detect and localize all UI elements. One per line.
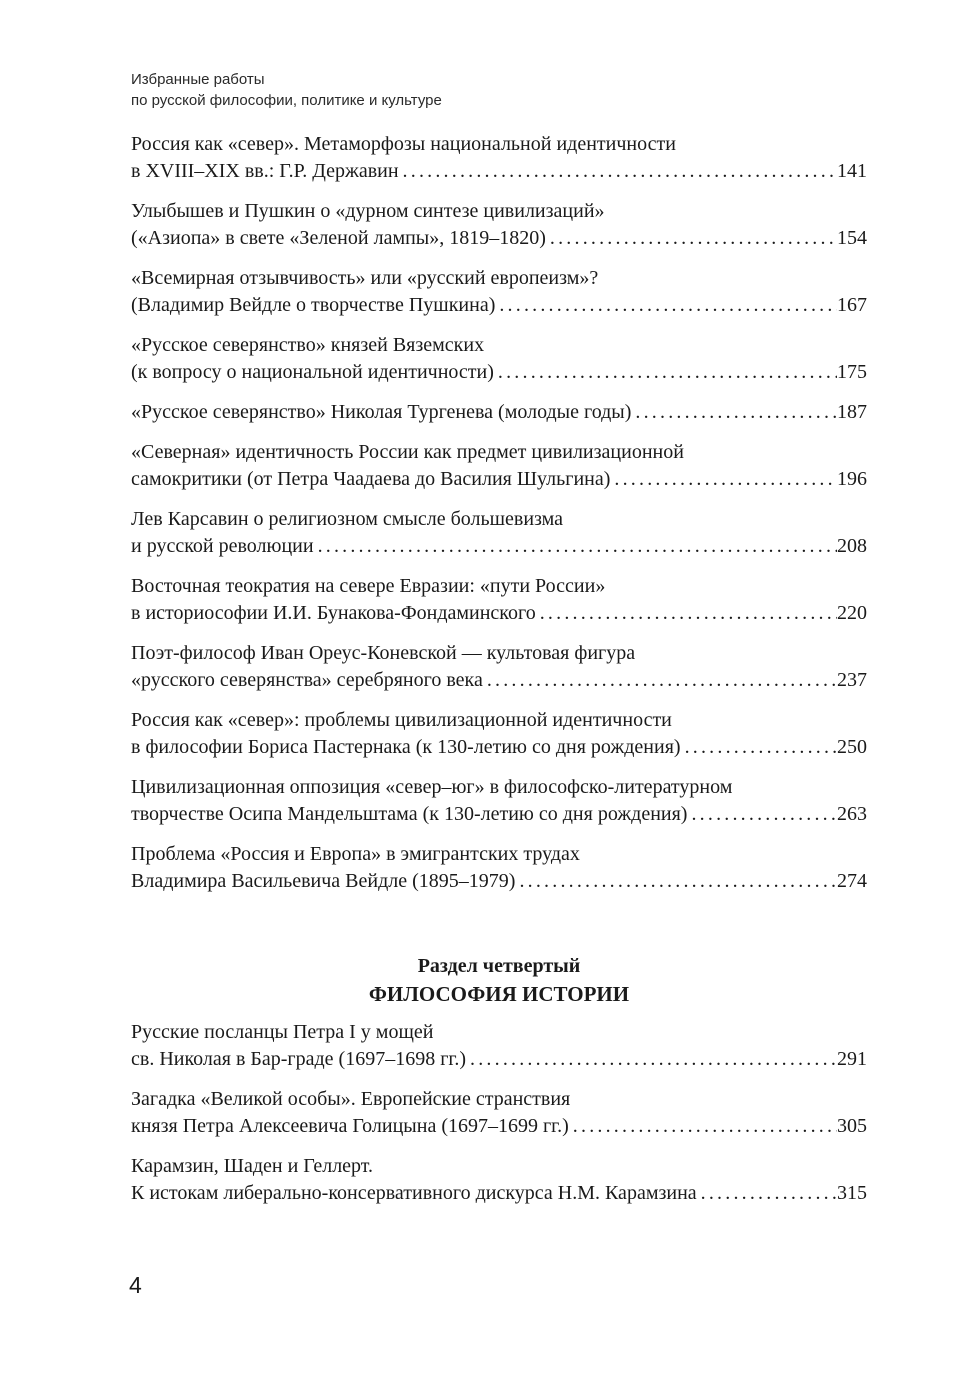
toc-page-number: 175 xyxy=(837,361,867,383)
toc-entry-title-line: Лев Карсавин о религиозном смысле большевизма xyxy=(131,508,564,530)
toc-entry-title-line: «русского северянства» серебряного века xyxy=(131,669,483,691)
toc-entry[interactable] xyxy=(131,1153,867,1207)
leader-dots xyxy=(536,600,837,627)
section-heading xyxy=(131,953,867,1008)
leader-dots xyxy=(697,1180,837,1207)
toc-entry-title-line: Проблема «Россия и Европа» в эмигрантских трудах xyxy=(131,843,580,865)
running-header-line-1: Избранные работы xyxy=(131,71,265,88)
toc-entry-title-line: (к вопросу о национальной идентичности) xyxy=(131,361,494,383)
toc-entry[interactable] xyxy=(131,640,867,694)
toc-entry-title-line: князя Петра Алексеевича Голицына (1697–1699 гг.) xyxy=(131,1115,569,1137)
toc-entry[interactable] xyxy=(131,573,867,627)
toc-page-number: 263 xyxy=(837,803,867,825)
toc-page-number: 167 xyxy=(837,294,867,316)
leader-dots xyxy=(466,1046,837,1073)
toc-page-number: 291 xyxy=(837,1048,867,1070)
toc-entry-title-line: Цивилизационная оппозиция «север–юг» в философско-литературном xyxy=(131,776,733,798)
toc-entry-title-line: Россия как «север»: проблемы цивилизационной идентичности xyxy=(131,709,672,731)
toc-entry[interactable] xyxy=(131,506,867,560)
toc-entry-title-line: и русской революции xyxy=(131,535,314,557)
leader-dots xyxy=(681,734,837,761)
toc-entry[interactable] xyxy=(131,707,867,761)
leader-dots xyxy=(495,292,837,319)
toc-entry[interactable] xyxy=(131,265,867,319)
toc-entry-title-line: «Северная» идентичность России как предмет цивилизационной xyxy=(131,441,684,463)
toc-entry[interactable] xyxy=(131,439,867,493)
toc-entry-title-line: «Русское северянство» Николая Тургенева (молодые годы) xyxy=(131,401,632,423)
toc-entry-title-line: Русские посланцы Петра I у мощей xyxy=(131,1021,434,1043)
leader-dots xyxy=(687,801,837,828)
toc-page-number: 305 xyxy=(837,1115,867,1137)
toc-entry-title-line: («Азиопа» в свете «Зеленой лампы», 1819–1820) xyxy=(131,227,546,249)
toc-page-number: 315 xyxy=(837,1182,867,1204)
toc-page-number: 274 xyxy=(837,870,867,892)
toc-entry-title-line: Поэт-философ Иван Ореус-Коневской — культовая фигура xyxy=(131,642,636,664)
leader-dots xyxy=(494,359,837,386)
leader-dots xyxy=(546,225,837,252)
toc-page-number: 250 xyxy=(837,736,867,758)
toc-entry[interactable] xyxy=(131,399,867,426)
toc-entry-title-line: «Всемирная отзывчивость» или «русский европеизм»? xyxy=(131,267,599,289)
leader-dots xyxy=(631,399,837,426)
toc-entry-title-line: (Владимир Вейдле о творчестве Пушкина) xyxy=(131,294,496,316)
toc-entry[interactable] xyxy=(131,1019,867,1073)
toc-entry-title-line: в XVIII–XIX вв.: Г.Р. Державин xyxy=(131,160,399,182)
toc-entry-title-line: св. Николая в Бар-граде (1697–1698 гг.) xyxy=(131,1048,467,1070)
toc-page-number: 154 xyxy=(837,227,867,249)
page-number: 4 xyxy=(129,1272,142,1298)
toc-page-number: 187 xyxy=(837,401,867,423)
toc-entry-title-line: «Русское северянство» князей Вяземских xyxy=(131,334,485,356)
toc-page-number: 237 xyxy=(837,669,867,691)
toc-entry[interactable] xyxy=(131,1086,867,1140)
toc-entry[interactable] xyxy=(131,198,867,252)
toc-entry-title-line: Восточная теократия на севере Евразии: «пути России» xyxy=(131,575,606,597)
leader-dots xyxy=(483,667,837,694)
toc-page-number: 208 xyxy=(837,535,867,557)
toc-list-section-4 xyxy=(131,1019,867,1220)
leader-dots xyxy=(515,868,837,895)
leader-dots xyxy=(610,466,837,493)
toc-entry-title-line: творчестве Осипа Мандельштама (к 130-летию со дня рождения) xyxy=(131,803,688,825)
toc-entry-title-line: К истокам либерально-консервативного дискурса Н.М. Карамзина xyxy=(131,1182,697,1204)
leader-dots xyxy=(569,1113,837,1140)
toc-page-number: 196 xyxy=(837,468,867,490)
toc-entry-title-line: Россия как «север». Метаморфозы национальной идентичности xyxy=(131,133,676,155)
toc-entry-title-line: Владимира Васильевича Вейдле (1895–1979) xyxy=(131,870,516,892)
running-header xyxy=(131,69,442,111)
section-label: Раздел четвертый xyxy=(417,955,581,977)
toc-list-section-3 xyxy=(131,131,867,908)
toc-entry[interactable] xyxy=(131,332,867,386)
toc-entry[interactable] xyxy=(131,841,867,895)
running-header-line-2: по русской философии, политике и культуре xyxy=(131,92,442,109)
toc-entry-title-line: Карамзин, Шаден и Геллерт. xyxy=(131,1155,374,1177)
section-title: ФИЛОСОФИЯ ИСТОРИИ xyxy=(368,982,630,1006)
leader-dots xyxy=(399,158,837,185)
leader-dots xyxy=(314,533,837,560)
toc-entry[interactable] xyxy=(131,131,867,185)
toc-page-number: 220 xyxy=(837,602,867,624)
toc-entry-title-line: в философии Бориса Пастернака (к 130-летию со дня рождения) xyxy=(131,736,681,758)
toc-page-number: 141 xyxy=(837,160,867,182)
toc-entry-title-line: самокритики (от Петра Чаадаева до Василия Шульгина) xyxy=(131,468,611,490)
toc-entry-title-line: Загадка «Великой особы». Европейские странствия xyxy=(131,1088,571,1110)
toc-entry-title-line: в историософии И.И. Бунакова-Фондаминского xyxy=(131,602,536,624)
toc-entry-title-line: Улыбышев и Пушкин о «дурном синтезе цивилизаций» xyxy=(131,200,605,222)
toc-entry[interactable] xyxy=(131,774,867,828)
